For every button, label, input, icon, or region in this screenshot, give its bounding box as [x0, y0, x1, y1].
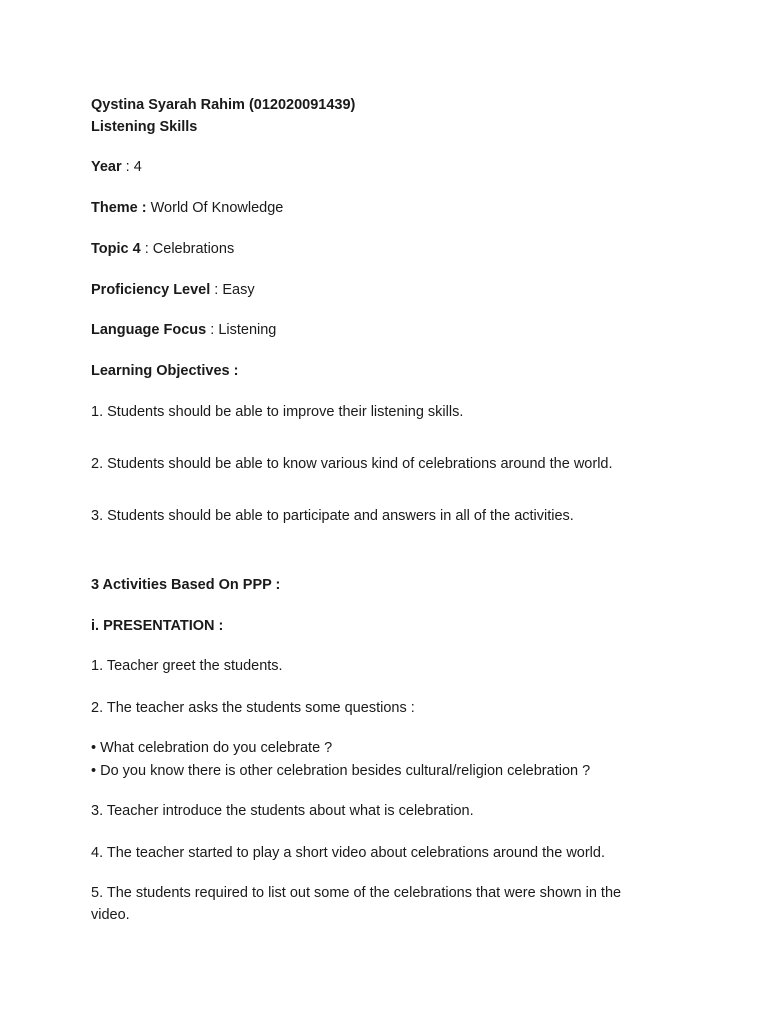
proficiency-value: Easy — [222, 282, 255, 298]
topic-label: Topic 4 — [91, 241, 141, 257]
learning-objectives-label: Learning Objectives : — [91, 363, 239, 379]
objective-item: 2. Students should be able to know various kind of celebrations around the world. — [91, 456, 613, 472]
activities-heading — [91, 574, 280, 596]
question-bullet: • What celebration do you celebrate ? — [91, 740, 333, 756]
activities-heading-text: 3 Activities Based On PPP : — [91, 577, 281, 593]
year-label: Year — [91, 159, 122, 175]
language-focus-field: Language Focus : Listening — [91, 322, 277, 338]
topic-field: Topic 4 : Celebrations — [91, 241, 235, 257]
year-value: 4 — [133, 159, 142, 175]
presentation-heading — [91, 615, 223, 637]
proficiency-field: Proficiency Level : Easy — [91, 282, 255, 298]
activity-step: 4. The teacher started to play a short video about celebrations around the world. — [91, 845, 605, 861]
language-focus-label: Language Focus — [91, 322, 207, 338]
theme-value: World Of Knowledge — [150, 200, 284, 216]
topic-value: Celebrations — [152, 241, 235, 257]
presentation-heading-text: i. PRESENTATION : — [91, 618, 224, 634]
activity-step: 2. The teacher asks the students some questions : — [91, 700, 415, 716]
theme-label: Theme : — [91, 200, 147, 216]
activity-step: 1. Teacher greet the students. — [91, 658, 283, 674]
objective-item: 3. Students should be able to participate and answers in all of the activities. — [91, 508, 574, 524]
theme-field — [91, 197, 283, 219]
language-focus-value: Listening — [218, 322, 277, 338]
year-field: Year : 4 — [91, 159, 142, 175]
subject-title: Listening Skills — [91, 119, 198, 135]
proficiency-label: Proficiency Level — [91, 282, 211, 298]
learning-objectives-heading — [91, 360, 238, 382]
question-bullet: • Do you know there is other celebration besides cultural/religion celebration ? — [91, 763, 591, 779]
activity-step: 3. Teacher introduce the students about what is celebration. — [91, 803, 474, 819]
objective-item: 1. Students should be able to improve their listening skills. — [91, 404, 464, 420]
author-name: Qystina Syarah Rahim (012020091439) — [91, 97, 356, 113]
activity-step: 5. The students required to list out some of the celebrations that were shown in the video. — [91, 885, 622, 923]
subject-line — [91, 116, 197, 138]
author-line — [91, 94, 355, 116]
